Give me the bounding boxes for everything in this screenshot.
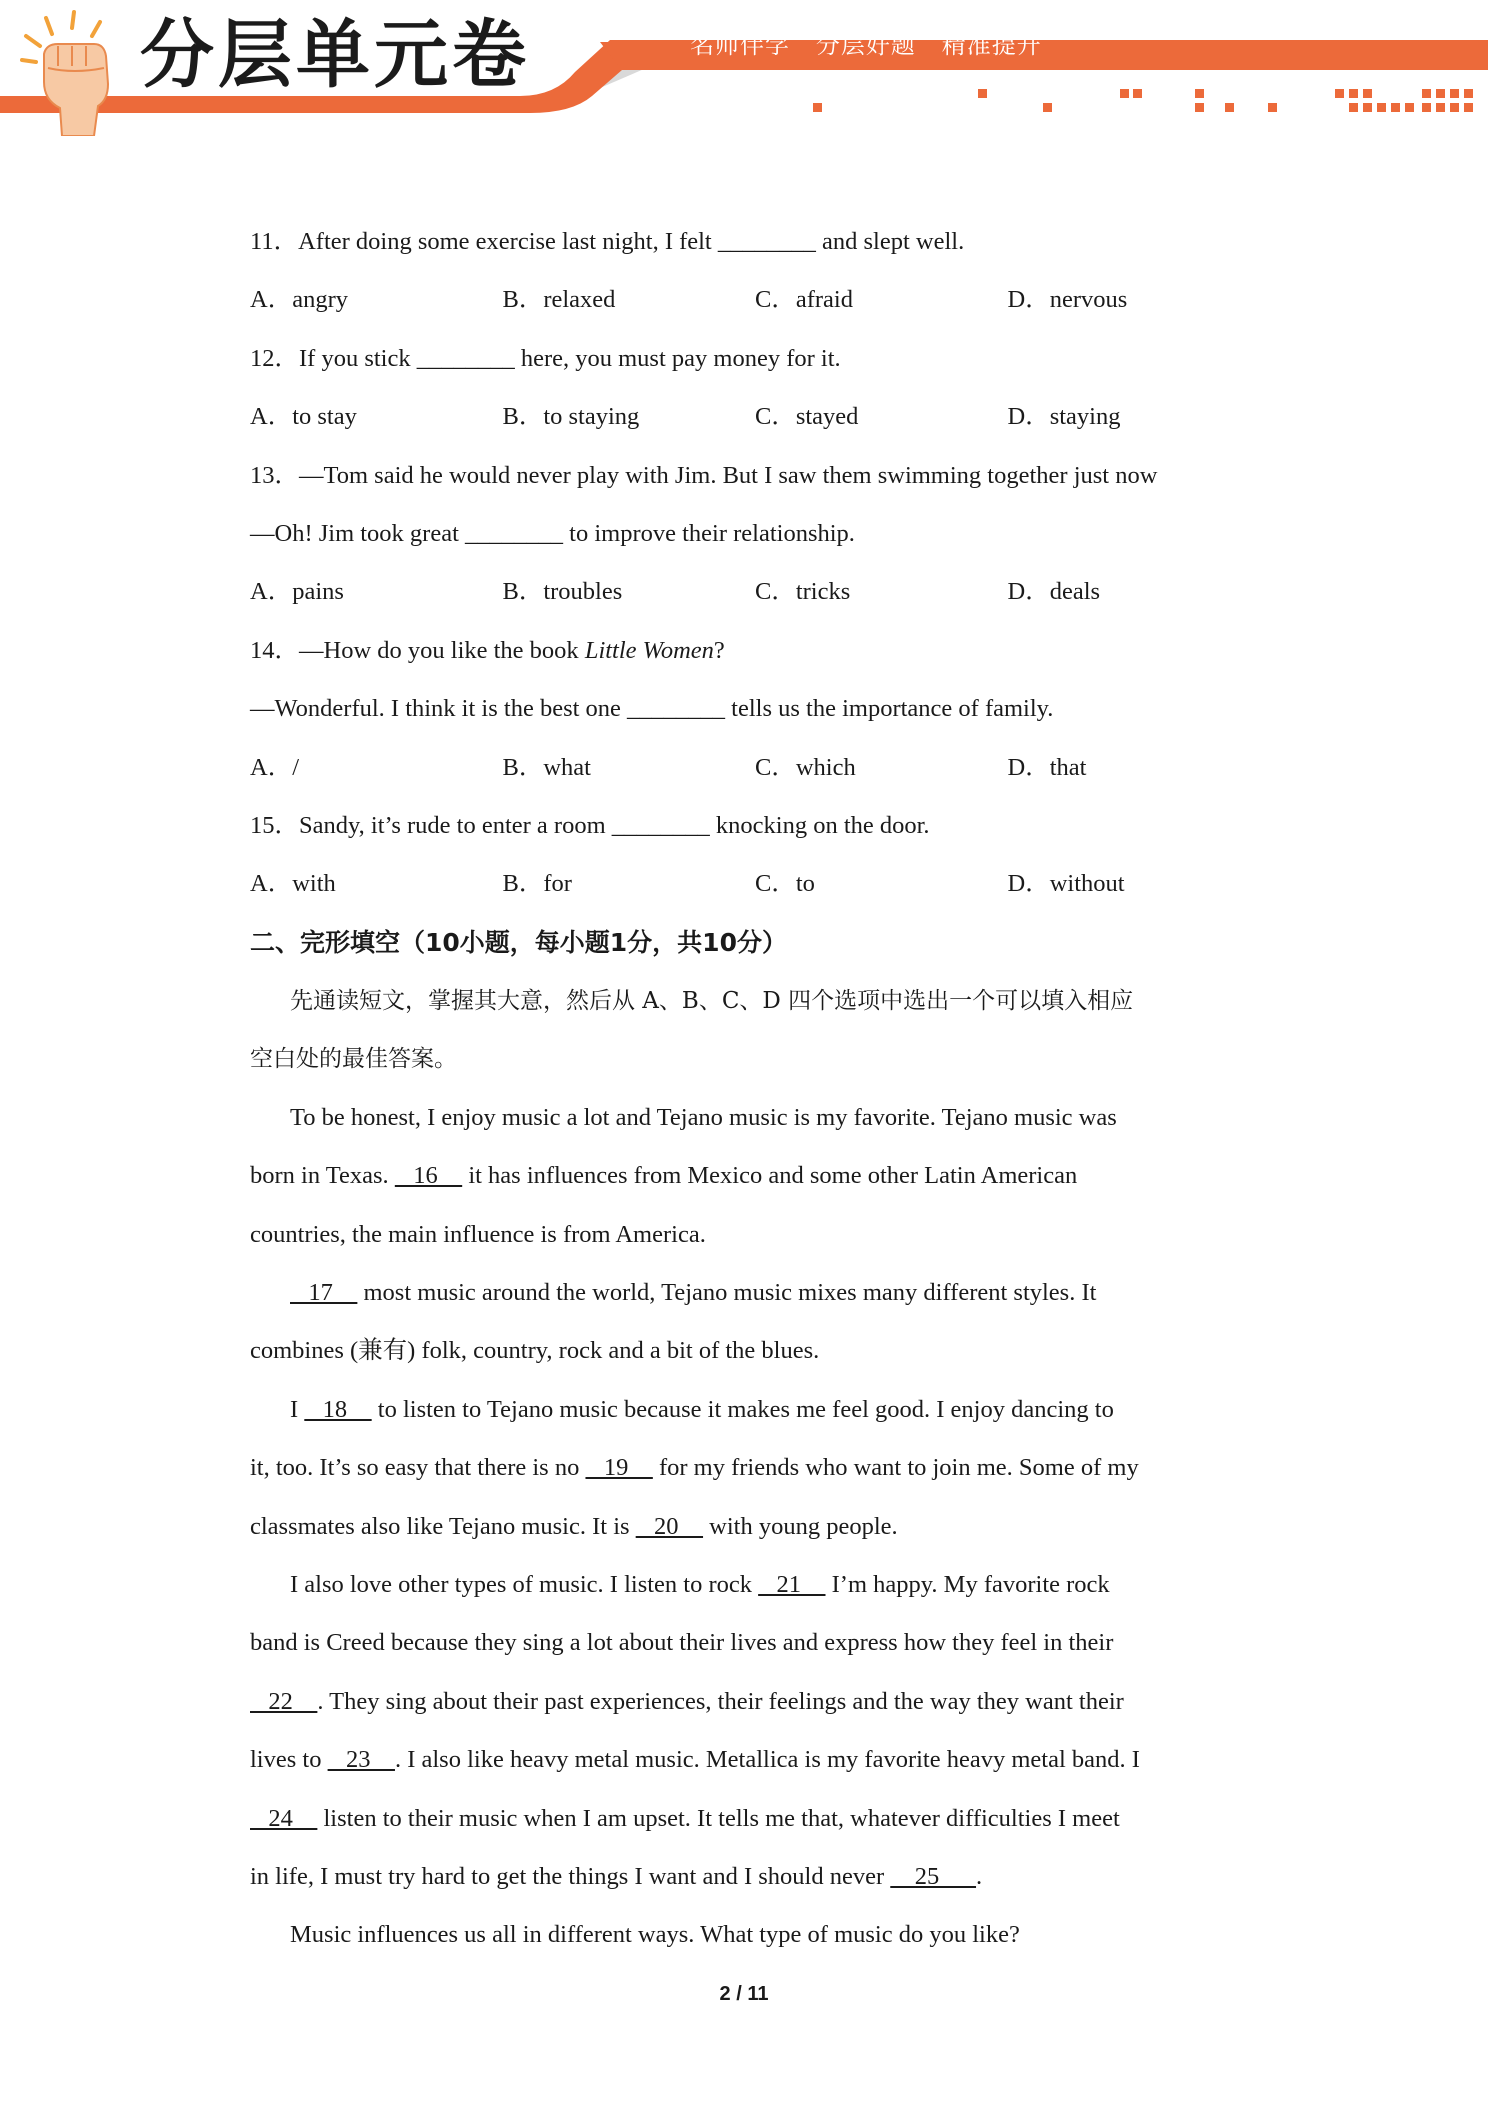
option-c: C．stayed [755,403,859,431]
option-c: C．which [755,753,856,781]
option-d: D．deals [1007,578,1101,606]
question-12-options [250,397,1260,455]
option-a: A．angry [250,286,348,314]
fist-icon [14,8,124,136]
blank-20: 20 [635,1512,704,1540]
blank-17: 17 [290,1279,358,1307]
question-15-stem: 15．Sandy, it’s rude to enter a room ________ knocking on the door. [250,811,930,839]
brand-title: 分层单元卷 [140,12,530,98]
passage-line: band is Creed because they sing a lot about their lives and express how they feel in their [250,1629,1114,1657]
passage-text: born in Texas. [250,1162,395,1190]
passage-text: classmates also like Tejano music. It is [250,1512,636,1540]
option-a: A．/ [250,753,299,781]
option-b: B．relaxed [502,286,616,314]
passage-line: Music influences us all in different ways. What type of music do you like? [290,1921,1020,1949]
page-number: 2 / 11 [719,1983,769,2005]
blank-21: 21 [758,1570,826,1598]
passage-line [250,1799,1260,1857]
option-d: D．staying [1007,403,1121,431]
passage-line [250,1740,1260,1798]
passage-text: it, too. It’s so easy that there is no [250,1454,586,1482]
page-content [250,222,1260,1974]
option-b: B．for [502,870,572,898]
passage-text: in life, I must try hard to get the things I want and I should never [250,1862,891,1890]
question-14-stem-reply: —Wonderful. I think it is the best one ________ tells us the importance of family. [250,695,1054,723]
passage-text: with young people. [703,1512,898,1540]
blank-24: 24 [250,1804,318,1832]
question-13-options [250,572,1260,630]
passage-line [250,1390,1260,1448]
passage-line: combines (兼有) folk, country, rock and a bit of the blues. [250,1337,820,1365]
option-a: A．with [250,870,336,898]
passage-text: . [976,1862,983,1890]
passage-text: lives to [250,1746,328,1774]
passage-text: I’m happy. My favorite rock [825,1570,1110,1598]
option-c: C．tricks [755,578,851,606]
passage-text: . I also like heavy metal music. Metallica is my favorite heavy metal band. I [394,1746,1140,1774]
passage-line [250,1857,1260,1915]
question-11-options [250,280,1260,338]
passage-line [250,1565,1260,1623]
instruction: 先通读短文，掌握其大意，然后从 A、B、C、D 四个选项中选出一个可以填入相应 [290,988,1134,1015]
question-12-stem: 12．If you stick ________ here, you must pay money for it. [250,344,841,372]
passage-line: countries, the main influence is from America. [250,1220,706,1248]
passage-text: to listen to Tejano music because it makes me feel good. I enjoy dancing to [371,1395,1114,1423]
option-b: B．troubles [502,578,623,606]
blank-23: 23 [327,1746,395,1774]
option-a: A．to stay [250,403,357,431]
question-13-stem: 13．—Tom said he would never play with Jim. But I saw them swimming together just now [250,461,1158,489]
passage-text: most music around the world, Tejano music mixes many different styles. It [357,1279,1097,1307]
passage-text: for my friends who want to join me. Some of my [652,1454,1139,1482]
option-c: C．to [755,870,815,898]
passage-line [250,1507,1260,1565]
blank-25: 25 [890,1862,977,1890]
passage-line: To be honest, I enjoy music a lot and Tejano music is my favorite. Tejano music was [290,1103,1117,1131]
option-d: D．nervous [1007,286,1128,314]
question-13-stem-reply: —Oh! Jim took great ________ to improve their relationship. [250,519,855,547]
page-header [0,0,1488,140]
option-d: D．without [1007,870,1125,898]
question-14-stem [250,631,1260,689]
passage-line [250,1273,1260,1331]
header-slogan: 名师伴学 分层好题 精准提升 [690,31,1042,59]
passage-text: it has influences from Mexico and some other Latin American [462,1162,1078,1190]
question-14-options [250,748,1260,806]
blank-16: 16 [394,1162,463,1190]
option-b: B．to staying [502,403,640,431]
passage-line [250,1682,1260,1740]
passage-line [250,1448,1260,1506]
blank-18: 18 [304,1395,372,1423]
passage-line [250,1156,1260,1214]
stem-text: ? [713,636,725,664]
passage-text: I also love other types of music. I listen to rock [290,1570,759,1598]
question-11-stem: 11．After doing some exercise last night, I felt ________ and slept well. [250,228,965,255]
book-title: Little Women [584,636,714,664]
question-15-options [250,864,1260,922]
stem-text: 14．—How do you like the book [250,636,585,664]
section-title: 二、完形填空（10小题，每小题1分，共10分） [250,927,787,957]
option-c: C．afraid [755,286,853,314]
blank-19: 19 [585,1454,653,1482]
passage-text: . They sing about their past experiences, their feelings and the way they want their [317,1687,1124,1715]
blank-22: 22 [250,1687,318,1715]
instruction-continued: 空白处的最佳答案。 [250,1046,457,1073]
option-a: A．pains [250,578,344,606]
option-b: B．what [502,753,591,781]
option-d: D．that [1007,753,1087,781]
passage-text: I [290,1395,305,1423]
passage-text: listen to their music when I am upset. It tells me that, whatever difficulties I meet [317,1804,1120,1832]
